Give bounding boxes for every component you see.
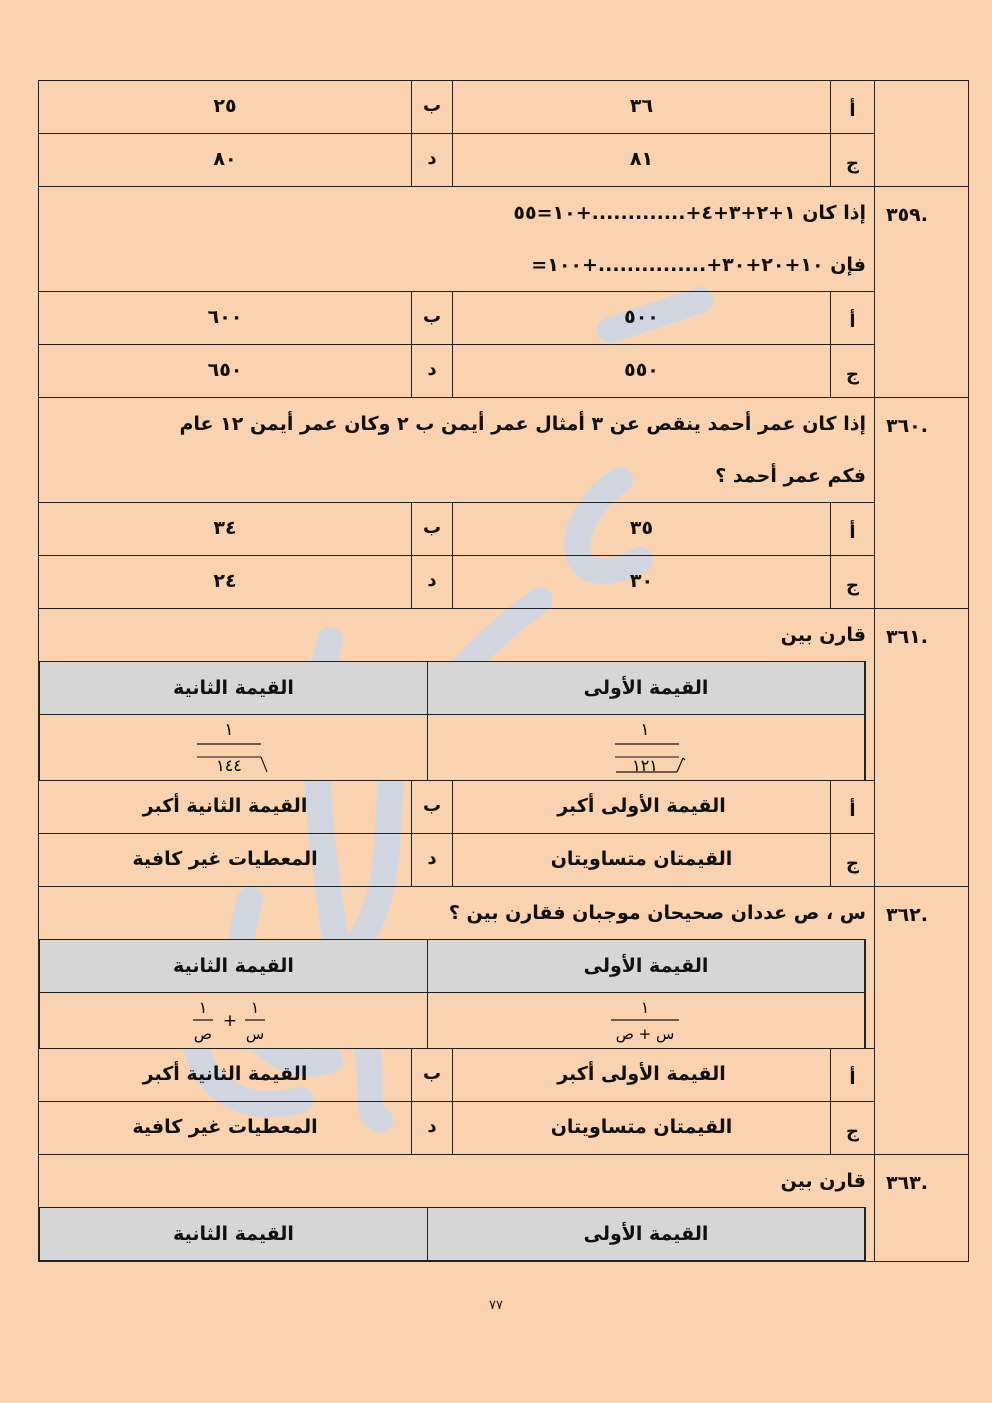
question-text-line: س ، ص عددان صحيحان موجبان فقارن بين ؟: [448, 902, 866, 924]
second-value-cell: [39, 993, 427, 1048]
question-number: .٣٥٩: [874, 187, 968, 397]
option-value[interactable]: ٣٤: [213, 517, 237, 539]
question-number: .٣٦١: [874, 609, 968, 886]
option-letter: أ: [830, 503, 874, 555]
option-letter: د: [411, 556, 452, 608]
option-letter: ب: [411, 503, 452, 555]
option-letter: ب: [411, 81, 452, 133]
question-360-block: [38, 397, 969, 609]
option-value[interactable]: ٣٦: [452, 81, 830, 133]
option-letter: ب: [411, 781, 452, 833]
option-letter: ب: [411, 292, 452, 344]
question-text-line: فإن ١٠+٢٠+٣٠+...............+١٠٠=: [531, 254, 866, 276]
comparison-table: [39, 1207, 866, 1262]
column-header-second: القيمة الثانية: [173, 1223, 294, 1245]
option-value[interactable]: ٦٥٠: [207, 359, 243, 381]
option-row: [39, 781, 874, 833]
fraction-denominator: ص: [193, 1025, 213, 1043]
option-value[interactable]: القيمتان متساويتان: [452, 1102, 830, 1154]
question-362-block: [38, 886, 969, 1155]
option-letter: د: [411, 134, 452, 186]
fraction-denominator: س: [245, 1025, 265, 1043]
question-sheet: [38, 81, 969, 1262]
fraction-second: [39, 715, 427, 780]
option-row: [39, 81, 874, 133]
option-letter: أ: [830, 81, 874, 133]
question-text-line: إذا كان ١+٢+٣+٤+.............+١٠=٥٥: [513, 202, 866, 224]
option-value[interactable]: ٥٥٠: [452, 345, 830, 397]
option-value[interactable]: المعطيات غير كافية: [132, 1116, 318, 1138]
option-value[interactable]: القيمة الثانية أكبر: [142, 795, 308, 817]
fraction-denominator: ١٢١: [632, 756, 658, 775]
fraction-first: [427, 993, 864, 1048]
option-value[interactable]: ٨١: [452, 134, 830, 186]
option-letter: ج: [830, 834, 874, 886]
option-value[interactable]: ٦٠٠: [207, 306, 243, 328]
option-row: [39, 555, 874, 608]
comparison-table: [39, 661, 866, 781]
second-value-cell: [39, 715, 427, 780]
option-letter: أ: [830, 1049, 874, 1101]
first-value-cell: [427, 715, 864, 780]
question-363-block: [38, 1154, 969, 1262]
option-letter: ج: [830, 556, 874, 608]
option-value[interactable]: ٢٥: [213, 95, 237, 117]
plus-sign: +: [222, 1011, 238, 1031]
column-header-second: القيمة الثانية: [173, 677, 294, 699]
option-value[interactable]: ٥٠٠: [452, 292, 830, 344]
fraction-denominator: س + ص: [615, 1025, 675, 1043]
option-value[interactable]: ٨٠: [213, 148, 237, 170]
column-header-first: القيمة الأولى: [427, 940, 864, 992]
comparison-table: [39, 939, 866, 1049]
option-letter: د: [411, 345, 452, 397]
question-number-cell: [874, 81, 968, 186]
option-value[interactable]: المعطيات غير كافية: [132, 848, 318, 870]
fraction-denominator: ١٤٤: [216, 756, 242, 775]
option-letter: ب: [411, 1049, 452, 1101]
fraction-numerator: ١: [250, 998, 260, 1017]
option-letter: ج: [830, 1102, 874, 1154]
column-header-first: القيمة الأولى: [427, 1208, 864, 1260]
fraction-sum: [39, 993, 427, 1048]
option-letter: أ: [830, 781, 874, 833]
option-letter: د: [411, 834, 452, 886]
option-value[interactable]: القيمة الأولى أكبر: [452, 1049, 830, 1101]
question-text-line: قارن بين: [780, 624, 866, 646]
option-letter: أ: [830, 292, 874, 344]
column-header-second: القيمة الثانية: [173, 955, 294, 977]
option-row: [39, 833, 874, 886]
option-value[interactable]: ٢٤: [213, 570, 237, 592]
question-text-line: فكم عمر أحمد ؟: [715, 465, 866, 487]
option-value[interactable]: ٣٥: [452, 503, 830, 555]
option-letter: د: [411, 1102, 452, 1154]
fraction-numerator: ١: [224, 720, 234, 740]
option-row: [39, 503, 874, 555]
question-361-block: [38, 608, 969, 887]
option-value[interactable]: القيمة الأولى أكبر: [452, 781, 830, 833]
fraction-numerator: ١: [640, 998, 650, 1017]
question-number: .٣٦٣: [874, 1155, 968, 1261]
option-row: [39, 1049, 874, 1101]
option-value[interactable]: القيمتان متساويتان: [452, 834, 830, 886]
page-number: ٧٧: [489, 1298, 503, 1313]
option-letter: ج: [830, 134, 874, 186]
option-row: [39, 1101, 874, 1154]
question-number: .٣٦٢: [874, 887, 968, 1154]
option-row: [39, 292, 874, 344]
option-value[interactable]: ٣٠: [452, 556, 830, 608]
question-359-block: [38, 186, 969, 398]
option-letter: ج: [830, 345, 874, 397]
fraction-first: [427, 715, 864, 780]
question-358-options-block: [38, 80, 969, 187]
fraction-numerator: ١: [640, 720, 650, 740]
column-header-first: القيمة الأولى: [427, 662, 864, 714]
option-row: [39, 133, 874, 186]
option-value[interactable]: القيمة الثانية أكبر: [142, 1063, 308, 1085]
question-text-line: إذا كان عمر أحمد ينقص عن ٣ أمثال عمر أيمن ب ٢ وكان عمر أيمن ١٢ عام: [179, 413, 866, 435]
option-row: [39, 344, 874, 397]
first-value-cell: [427, 993, 864, 1048]
fraction-numerator: ١: [198, 998, 208, 1017]
question-number: .٣٦٠: [874, 398, 968, 608]
question-text-line: قارن بين: [780, 1170, 866, 1192]
